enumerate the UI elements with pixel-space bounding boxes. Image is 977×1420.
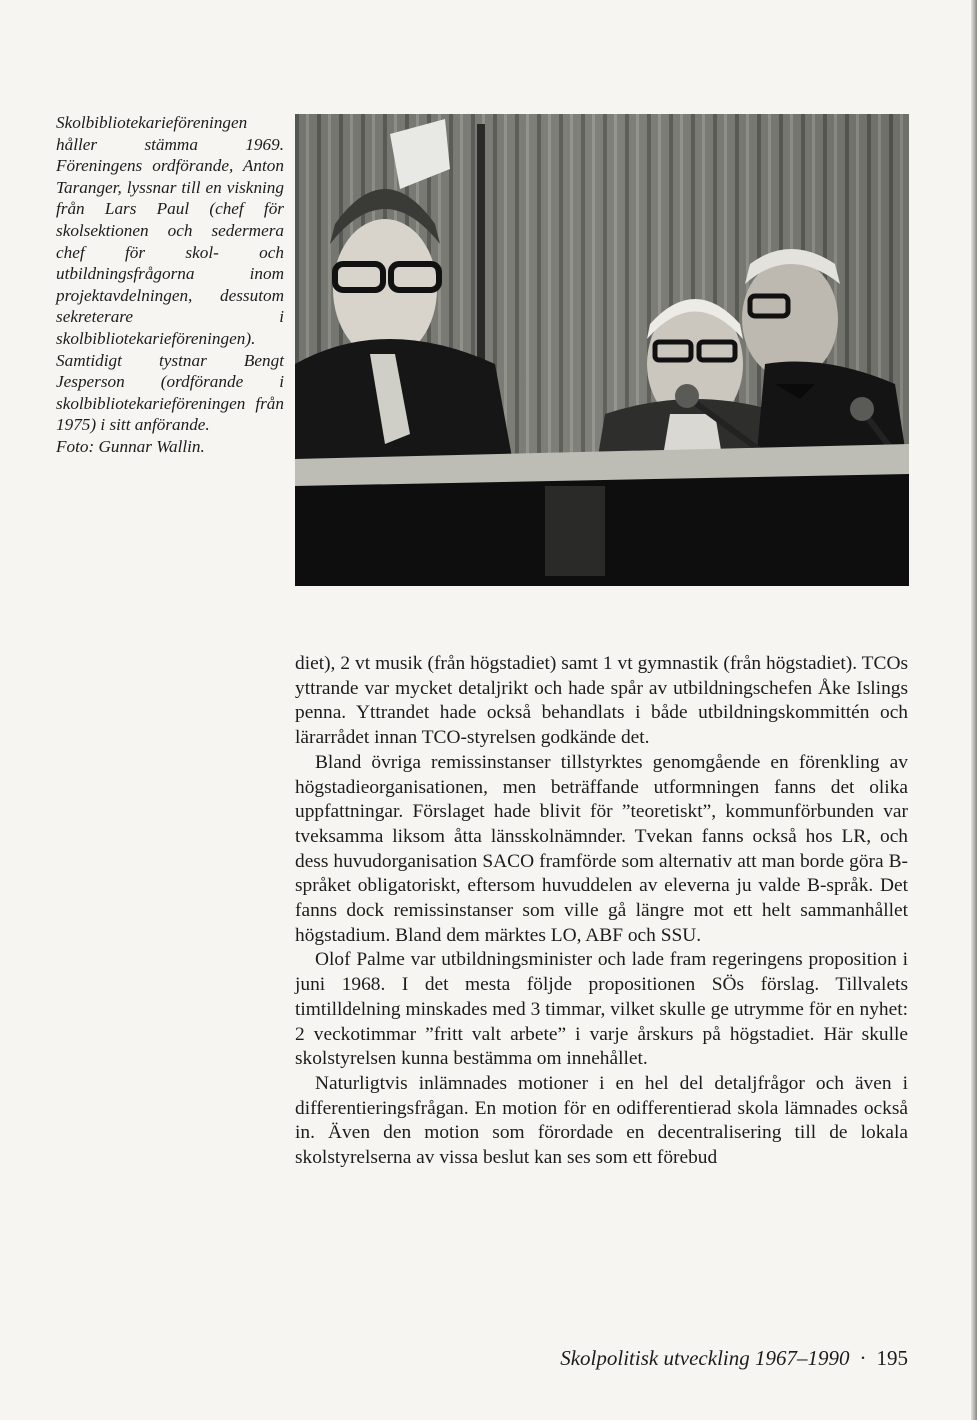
body-text	[295, 652, 908, 1171]
running-footer	[480, 1346, 908, 1371]
paragraph: Naturligtvis inlämnades motioner i en hel del detaljfrågor och även i differentieringsfrågan. En motion för en odifferentierad skola lämnades också in. Även den motion som förordade en decentralisering till de lokala skolstyrelserna av vissa beslut kan ses som ett förebud	[295, 1072, 908, 1169]
paragraph: Bland övriga remissinstanser tillstyrktes genomgående en förenkling av högstadieorganisationen, men beträffande utformningen fanns det olika uppfattningar. Förslaget hade blivit för ”teoretiskt”, kommunförbunden var tveksamma liksom åtta länsskolnämnder. Tvekan fanns också hos LR, och dess huvudorganisation SACO framförde som alternativ att man borde göra B-språket obligatoriskt, eftersom huvuddelen av eleverna ju valde B-språk. Det fanns dock remissinstanser som ville gå längre mot ett helt sammanhållet högstadium. Bland dem märktes LO, ABF och SSU.	[295, 751, 908, 946]
photo-caption	[56, 112, 284, 458]
meeting-photo-drawing	[295, 114, 909, 586]
page-edge-shadow	[971, 0, 977, 1420]
photo-credit: Foto: Gunnar Wallin.	[56, 436, 205, 456]
page-number: 195	[876, 1346, 908, 1370]
footer-separator: ·	[859, 1346, 867, 1370]
paragraph: diet), 2 vt musik (från högstadiet) samt 1 vt gymnastik (från högstadiet). TCOs yttrande var mycket detaljrikt och hade spår av utbildningschefen Åke Islings penna. Yttrandet hade också behandlats i både utbildningskommittén och lärarrådet innan TCO-styrelsen godkände det.	[295, 653, 908, 749]
footer-title: Skolpolitisk utveckling 1967–1990	[560, 1346, 850, 1370]
paragraph: Olof Palme var utbildningsminister och lade fram regeringens proposition i juni 1968. I det mesta följde propositionen SÖs förslag. Tillvalets timtilldelning minskades med 3 timmar, vilket skulle ge utrymme för en nyhet: 2 veckotimmar ”fritt valt arbete” i varje årskurs på högstadiet. Här skulle skolstyrelsen kunna bestämma om innehållet.	[295, 949, 908, 1070]
meeting-photo	[295, 114, 909, 586]
caption-text: Skolbibliotekarieföreningen håller stämma 1969. Föreningens ordförande, Anton Taranger, lyssnar till en viskning från Lars Paul (chef för skolsektionen och sedermera chef för skol- och utbildningsfrågorna inom projektavdelningen, dessutom sekreterare i skolbibliotekarieföreningen). Samtidigt tystnar Bengt Jesperson (ordförande i skolbibliotekarieföreningen från 1975) i sitt anförande.	[56, 113, 284, 435]
